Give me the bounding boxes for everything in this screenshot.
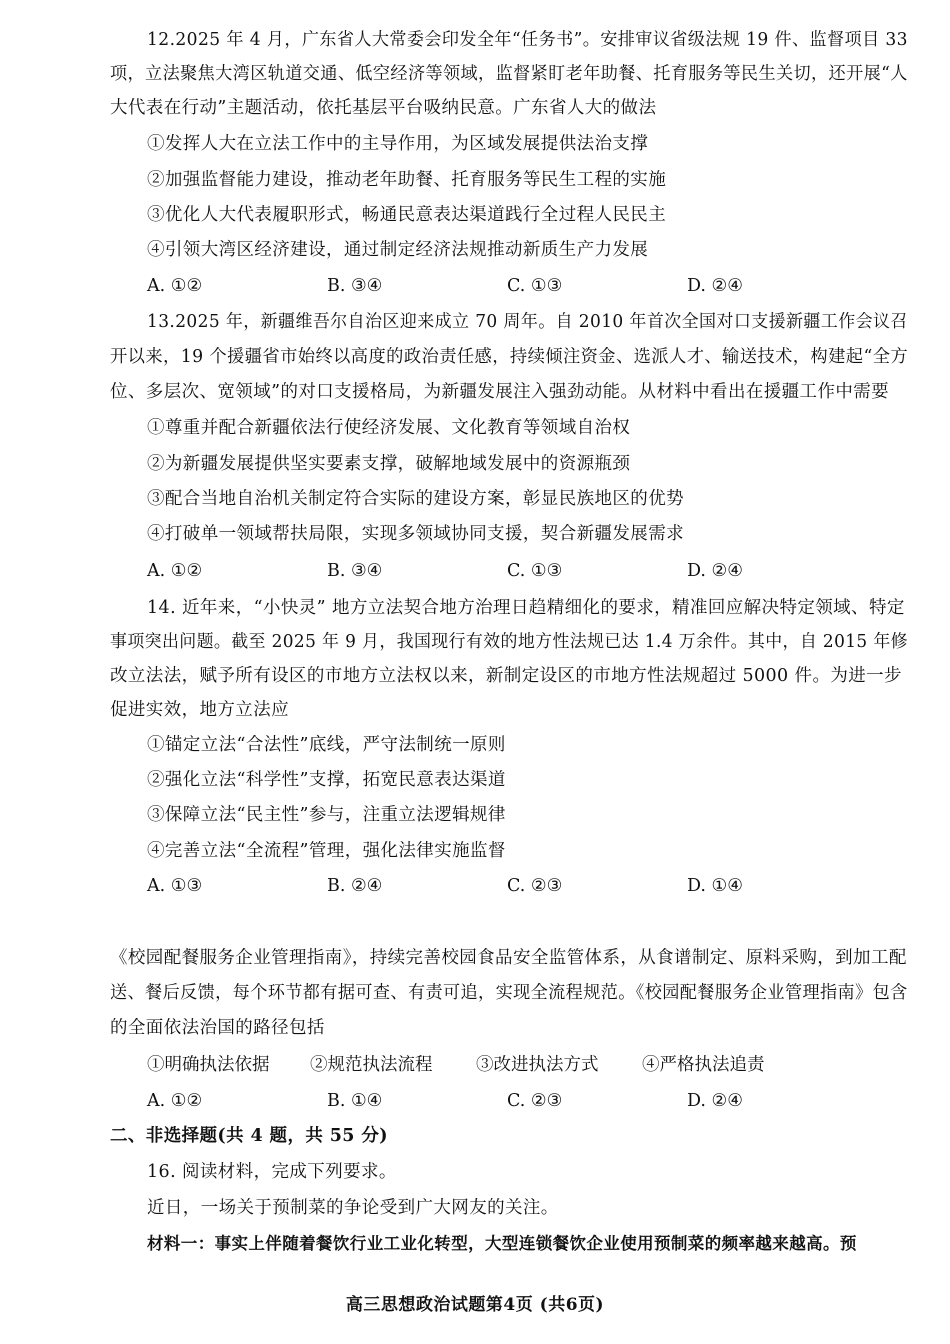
q13-stem-line-3: 位、多层次、宽领域”的对口支援格局，为新疆发展注入强劲动能。从材料中看出在援疆工作中需要 (110, 382, 890, 402)
q14-stem-line-4: 促进实效，地方立法应 (110, 700, 289, 720)
q13-options (0, 559, 950, 583)
q13-item-2: ②为新疆发展提供坚实要素支撑，破解地域发展中的资源瓶颈 (147, 454, 631, 474)
q14-item-2: ②强化立法“科学性”支撑，拓宽民意表达渠道 (147, 770, 506, 790)
q14-option-b[interactable]: B. ②④ (327, 876, 383, 896)
q13-item-1: ①尊重并配合新疆依法行使经济发展、文化教育等领域自治权 (147, 418, 631, 438)
q14-item-4: ④完善立法“全流程”管理，强化法律实施监督 (147, 841, 506, 861)
q15-option-c[interactable]: C. ②③ (507, 1091, 563, 1111)
q12-item-1: ①发挥人大在立法工作中的主导作用，为区域发展提供法治支撑 (147, 134, 649, 154)
q12-item-2: ②加强监督能力建设，推动老年助餐、托育服务等民生工程的实施 (147, 170, 667, 190)
q16-intro: 近日，一场关于预制菜的争论受到广大网友的关注。 (147, 1198, 559, 1218)
q12-stem-line-1: 12.2025 年 4 月，广东省人大常委会印发全年“任务书”。安排审议省级法规 19 件、监督项目 33 (147, 30, 908, 50)
q13-option-a[interactable]: A. ①② (147, 561, 203, 581)
page-footer: 高三思想政治试题第4页 (共6页) (345, 1295, 605, 1315)
q14-options (0, 874, 950, 898)
q15-item-3: ③改进执法方式 (476, 1055, 599, 1075)
q15-options (0, 1089, 950, 1113)
q14-option-d[interactable]: D. ①④ (687, 876, 743, 896)
q15-option-b[interactable]: B. ①④ (327, 1091, 383, 1111)
q12-item-4: ④引领大湾区经济建设，通过制定经济法规推动新质生产力发展 (147, 240, 649, 260)
q12-stem-line-2: 项，立法聚焦大湾区轨道交通、低空经济等领域，监督紧盯老年助餐、托育服务等民生关切，还开展“人 (110, 64, 908, 84)
q13-item-3: ③配合当地自治机关制定符合实际的建设方案，彰显民族地区的优势 (147, 489, 684, 509)
q15-item-2: ②规范执法流程 (310, 1055, 433, 1075)
q15-stem-line-3: 的全面依法治国的路径包括 (110, 1018, 325, 1038)
q14-stem-line-1: 14. 近年来，“小快灵” 地方立法契合地方治理日趋精细化的要求，精准回应解决特定领域、特定 (147, 598, 905, 618)
section-heading: 二、非选择题(共 4 题，共 55 分) (110, 1126, 388, 1146)
q15-stem-line-2: 送、餐后反馈，每个环节都有据可查、有责可追，实现全流程规范。《校园配餐服务企业管理指南》包含 (110, 983, 908, 1003)
q12-option-d[interactable]: D. ②④ (687, 276, 743, 296)
q13-stem-line-2: 开以来，19 个援疆省市始终以高度的政治责任感，持续倾注资金、选派人才、输送技术，构建起“全方 (110, 347, 909, 367)
q13-option-d[interactable]: D. ②④ (687, 561, 743, 581)
q14-option-a[interactable]: A. ①③ (147, 876, 203, 896)
q15-stem-line-1: 《校园配餐服务企业管理指南》，持续完善校园食品安全监管体系，从食谱制定、原料采购，到加工配 (110, 948, 907, 968)
q13-option-c[interactable]: C. ①③ (507, 561, 563, 581)
q16-stem: 16. 阅读材料，完成下列要求。 (147, 1162, 397, 1182)
q14-item-1: ①锚定立法“合法性”底线，严守法制统一原则 (147, 735, 506, 755)
q14-option-c[interactable]: C. ②③ (507, 876, 563, 896)
q15-option-d[interactable]: D. ②④ (687, 1091, 743, 1111)
q15-items (0, 1053, 950, 1077)
q15-item-1: ①明确执法依据 (147, 1055, 270, 1075)
q14-stem-line-2: 事项突出问题。截至 2025 年 9 月，我国现行有效的地方性法规已达 1.4 万余件。其中，自 2015 年修 (110, 632, 908, 652)
q12-options (0, 274, 950, 298)
q12-option-a[interactable]: A. ①② (147, 276, 203, 296)
q14-stem-line-3: 改立法法，赋予所有设区的市地方立法权以来，新制定设区的市地方性法规超过 5000 件。为进一步 (110, 666, 902, 686)
q13-stem-line-1: 13.2025 年，新疆维吾尔自治区迎来成立 70 周年。自 2010 年首次全国对口支援新疆工作会议召 (147, 312, 908, 332)
q12-stem-line-3: 大代表在行动”主题活动，依托基层平台吸纳民意。广东省人大的做法 (110, 98, 657, 118)
q13-item-4: ④打破单一领域帮扶局限，实现多领域协同支援，契合新疆发展需求 (147, 524, 684, 544)
q15-option-a[interactable]: A. ①② (147, 1091, 203, 1111)
q15-item-4: ④严格执法追责 (642, 1055, 765, 1075)
q13-option-b[interactable]: B. ③④ (327, 561, 383, 581)
q14-item-3: ③保障立法“民主性”参与，注重立法逻辑规律 (147, 805, 506, 825)
q12-option-c[interactable]: C. ①③ (507, 276, 563, 296)
q16-material-1: 材料一：事实上伴随着餐饮行业工业化转型，大型连锁餐饮企业使用预制菜的频率越来越高。预 (147, 1234, 857, 1253)
q12-option-b[interactable]: B. ③④ (327, 276, 383, 296)
q12-item-3: ③优化人大代表履职形式，畅通民意表达渠道践行全过程人民民主 (147, 205, 667, 225)
